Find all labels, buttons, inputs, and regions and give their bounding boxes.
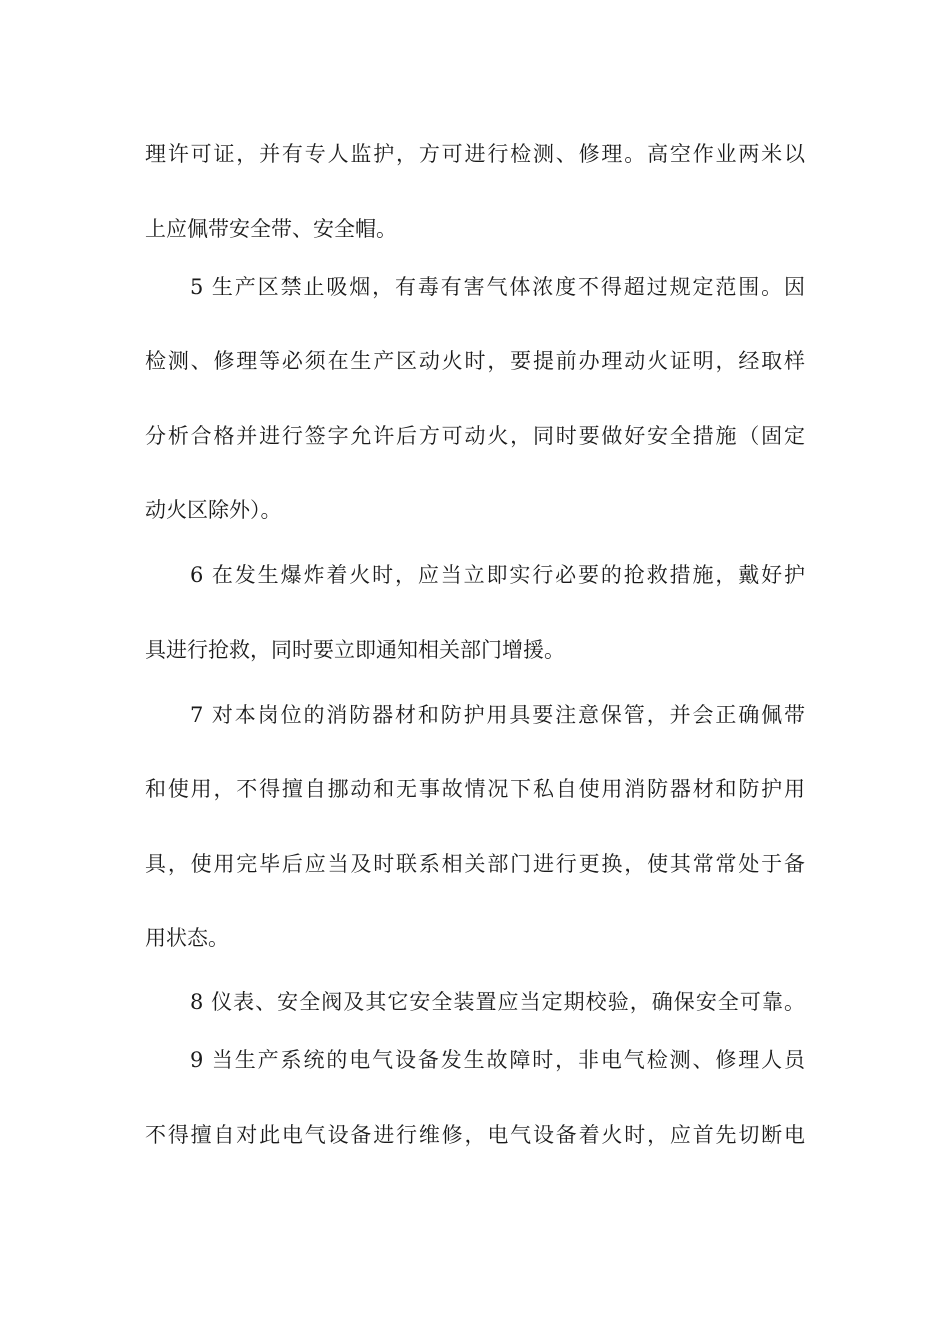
text-line: 分析合格并进行签字允许后方可动火，同时要做好安全措施（固定	[145, 424, 805, 448]
paragraph-9-first-line: 9 当生产系统的电气设备发生故障时，非电气检测、修理人员	[190, 1048, 805, 1072]
text-line: 上应佩带安全带、安全帽。	[145, 217, 397, 241]
text-line: 具进行抢救，同时要立即通知相关部门增援。	[145, 638, 565, 662]
text-line: 不得擅自对此电气设备进行维修，电气设备着火时，应首先切断电	[145, 1123, 805, 1147]
text-line: 理许可证，并有专人监护，方可进行检测、修理。高空作业两米以	[145, 142, 805, 166]
paragraph-8-line: 8 仪表、安全阀及其它安全装置应当定期校验，确保安全可靠。	[190, 990, 805, 1014]
text-line: 用状态。	[145, 926, 229, 950]
text-line: 具，使用完毕后应当及时联系相关部门进行更换，使其常常处于备	[145, 852, 805, 876]
text-line: 和使用，不得擅自挪动和无事故情况下私自使用消防器材和防护用	[145, 777, 805, 801]
text-line: 检测、修理等必须在生产区动火时，要提前办理动火证明，经取样	[145, 349, 805, 373]
paragraph-6-first-line: 6 在发生爆炸着火时，应当立即实行必要的抢救措施，戴好护	[190, 563, 805, 587]
text-line: 动火区除外）。	[145, 498, 282, 522]
paragraph-7-first-line: 7 对本岗位的消防器材和防护用具要注意保管，并会正确佩带	[190, 703, 805, 727]
paragraph-5-first-line: 5 生产区禁止吸烟，有毒有害气体浓度不得超过规定范围。因	[190, 275, 805, 299]
